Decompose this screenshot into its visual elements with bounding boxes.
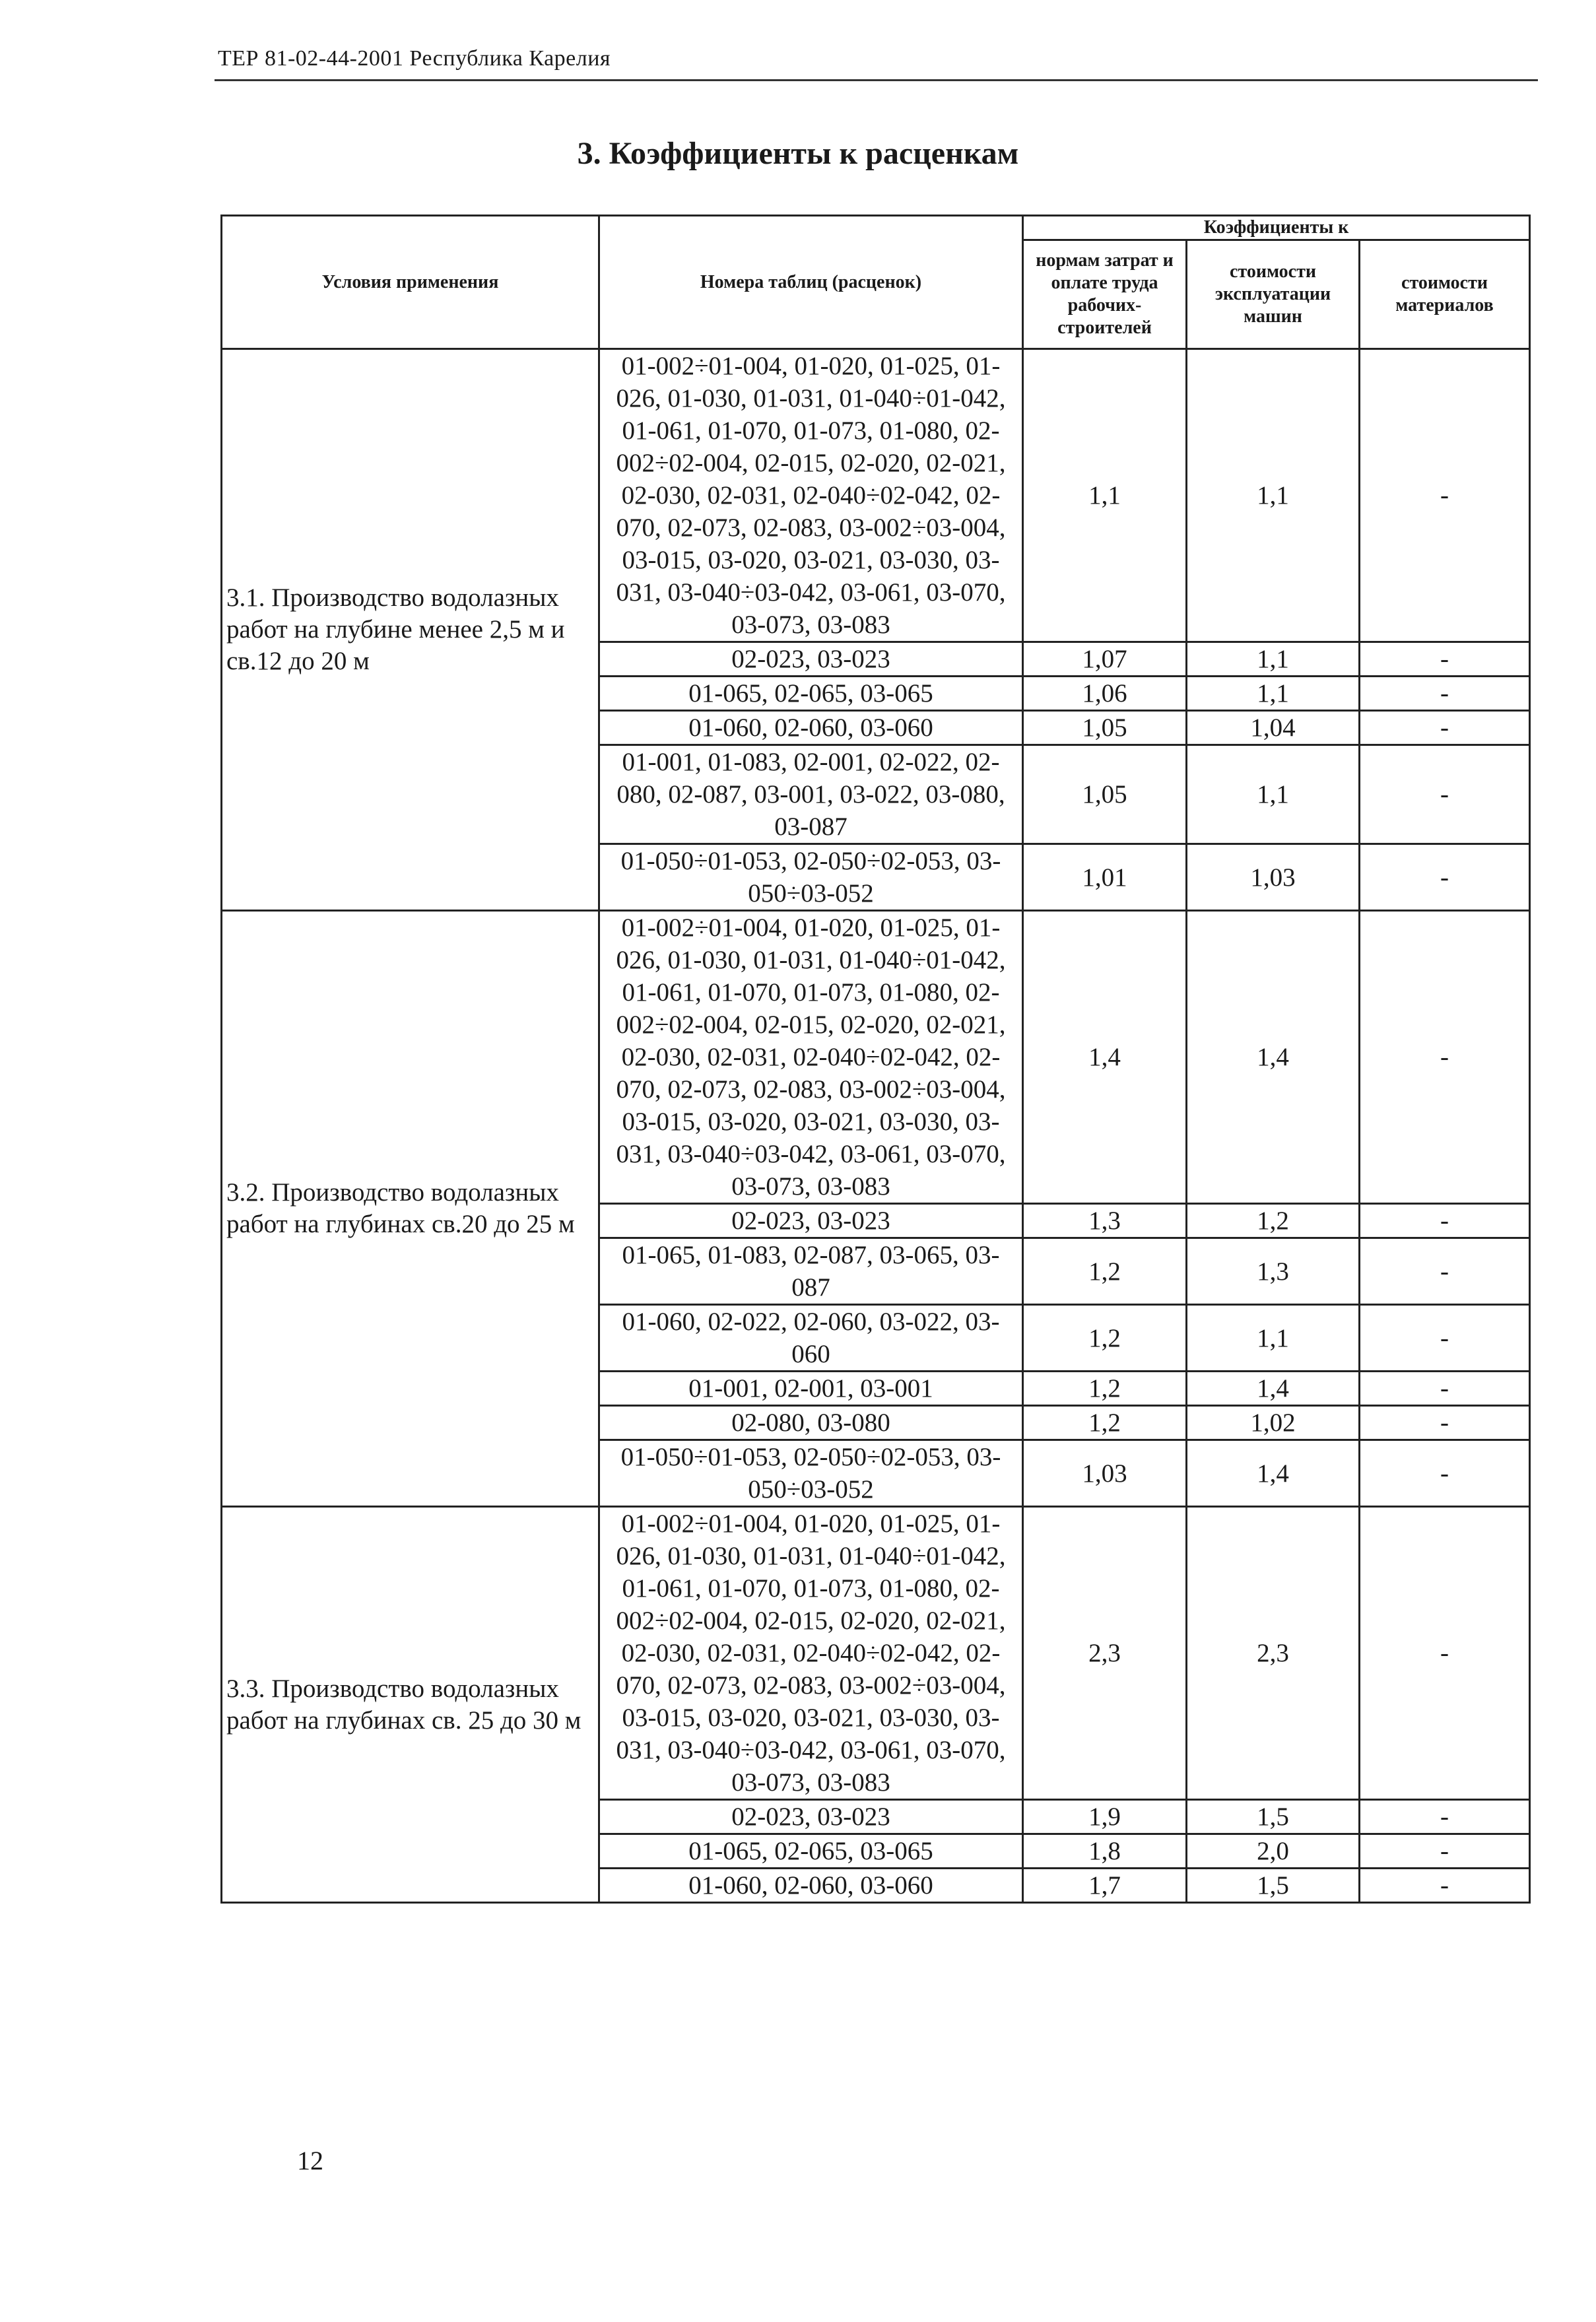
materials-coefficient-cell: - bbox=[1360, 642, 1530, 677]
table-numbers-cell: 01-060, 02-060, 03-060 bbox=[599, 1869, 1023, 1903]
header-labor: нормам затрат и оплате труда рабочих-строителей bbox=[1023, 240, 1187, 349]
table-numbers-cell: 02-080, 03-080 bbox=[599, 1406, 1023, 1440]
machines-coefficient-cell: 1,03 bbox=[1187, 844, 1360, 911]
table-numbers-cell: 01-060, 02-060, 03-060 bbox=[599, 711, 1023, 745]
machines-coefficient-cell: 1,1 bbox=[1187, 677, 1360, 711]
materials-coefficient-cell: - bbox=[1360, 745, 1530, 844]
condition-cell: 3.2. Производство водолазных работ на глубинах св.20 до 25 м bbox=[222, 911, 599, 1507]
labor-coefficient-cell: 1,05 bbox=[1023, 745, 1187, 844]
table-numbers-cell: 01-002÷01-004, 01-020, 01-025, 01-026, 01-030, 01-031, 01-040÷01-042, 01-061, 01-070, 01-073, 01-080, 02-002÷02-004, 02-015, 02-020, 02-021, 02-030, 02-031, 02-040÷02-042, 02-070, 02-073, 02-083, 03-002÷03-004, 03-015, 03-020, 03-021, 03-030, 03-031, 03-040÷03-042, 03-061, 03-070, 03-073, 03-083 bbox=[599, 911, 1023, 1204]
machines-coefficient-cell: 1,4 bbox=[1187, 911, 1360, 1204]
labor-coefficient-cell: 1,03 bbox=[1023, 1440, 1187, 1507]
machines-coefficient-cell: 1,1 bbox=[1187, 1305, 1360, 1372]
materials-coefficient-cell: - bbox=[1360, 711, 1530, 745]
table-numbers-cell: 02-023, 03-023 bbox=[599, 1204, 1023, 1238]
machines-coefficient-cell: 1,1 bbox=[1187, 349, 1360, 642]
labor-coefficient-cell: 1,05 bbox=[1023, 711, 1187, 745]
table-numbers-cell: 01-065, 01-083, 02-087, 03-065, 03-087 bbox=[599, 1238, 1023, 1305]
table-numbers-cell: 01-050÷01-053, 02-050÷02-053, 03-050÷03-052 bbox=[599, 844, 1023, 911]
header-conditions: Условия применения bbox=[222, 216, 599, 349]
labor-coefficient-cell: 1,1 bbox=[1023, 349, 1187, 642]
labor-coefficient-cell: 1,2 bbox=[1023, 1305, 1187, 1372]
labor-coefficient-cell: 1,2 bbox=[1023, 1406, 1187, 1440]
header-table-numbers: Номера таблиц (расценок) bbox=[599, 216, 1023, 349]
header-materials: стоимости материалов bbox=[1360, 240, 1530, 349]
table-numbers-cell: 02-023, 03-023 bbox=[599, 642, 1023, 677]
table-row bbox=[222, 349, 1530, 642]
labor-coefficient-cell: 1,2 bbox=[1023, 1372, 1187, 1406]
labor-coefficient-cell: 1,4 bbox=[1023, 911, 1187, 1204]
machines-coefficient-cell: 1,4 bbox=[1187, 1372, 1360, 1406]
coefficients-table bbox=[220, 215, 1531, 1904]
table-body bbox=[222, 349, 1530, 1903]
machines-coefficient-cell: 1,2 bbox=[1187, 1204, 1360, 1238]
materials-coefficient-cell: - bbox=[1360, 1507, 1530, 1800]
machines-coefficient-cell: 1,3 bbox=[1187, 1238, 1360, 1305]
materials-coefficient-cell: - bbox=[1360, 911, 1530, 1204]
materials-coefficient-cell: - bbox=[1360, 1406, 1530, 1440]
labor-coefficient-cell: 1,01 bbox=[1023, 844, 1187, 911]
materials-coefficient-cell: - bbox=[1360, 1440, 1530, 1507]
labor-coefficient-cell: 1,06 bbox=[1023, 677, 1187, 711]
materials-coefficient-cell: - bbox=[1360, 1800, 1530, 1834]
machines-coefficient-cell: 1,04 bbox=[1187, 711, 1360, 745]
materials-coefficient-cell: - bbox=[1360, 844, 1530, 911]
materials-coefficient-cell: - bbox=[1360, 1372, 1530, 1406]
materials-coefficient-cell: - bbox=[1360, 349, 1530, 642]
materials-coefficient-cell: - bbox=[1360, 1305, 1530, 1372]
materials-coefficient-cell: - bbox=[1360, 1238, 1530, 1305]
labor-coefficient-cell: 2,3 bbox=[1023, 1507, 1187, 1800]
materials-coefficient-cell: - bbox=[1360, 677, 1530, 711]
table-numbers-cell: 01-001, 02-001, 03-001 bbox=[599, 1372, 1023, 1406]
table-row bbox=[222, 911, 1530, 1204]
labor-coefficient-cell: 1,9 bbox=[1023, 1800, 1187, 1834]
materials-coefficient-cell: - bbox=[1360, 1834, 1530, 1869]
table-numbers-cell: 01-060, 02-022, 02-060, 03-022, 03-060 bbox=[599, 1305, 1023, 1372]
table-numbers-cell: 01-001, 01-083, 02-001, 02-022, 02-080, 02-087, 03-001, 03-022, 03-080, 03-087 bbox=[599, 745, 1023, 844]
table-numbers-cell: 01-050÷01-053, 02-050÷02-053, 03-050÷03-052 bbox=[599, 1440, 1023, 1507]
machines-coefficient-cell: 2,0 bbox=[1187, 1834, 1360, 1869]
table-numbers-cell: 02-023, 03-023 bbox=[599, 1800, 1023, 1834]
document-header: ТЕР 81-02-44-2001 Республика Карелия bbox=[218, 46, 611, 71]
table-numbers-cell: 01-065, 02-065, 03-065 bbox=[599, 1834, 1023, 1869]
labor-coefficient-cell: 1,2 bbox=[1023, 1238, 1187, 1305]
condition-cell: 3.1. Производство водолазных работ на глубине менее 2,5 м и св.12 до 20 м bbox=[222, 349, 599, 911]
machines-coefficient-cell: 1,02 bbox=[1187, 1406, 1360, 1440]
machines-coefficient-cell: 1,1 bbox=[1187, 745, 1360, 844]
table-row bbox=[222, 1507, 1530, 1800]
header-machines: стоимости эксплуатации машин bbox=[1187, 240, 1360, 349]
condition-cell: 3.3. Производство водолазных работ на глубинах св. 25 до 30 м bbox=[222, 1507, 599, 1903]
page-title: 3. Коэффициенты к расценкам bbox=[577, 136, 1019, 171]
header-coefficients-group: Коэффициенты к bbox=[1023, 216, 1530, 240]
table-numbers-cell: 01-065, 02-065, 03-065 bbox=[599, 677, 1023, 711]
labor-coefficient-cell: 1,07 bbox=[1023, 642, 1187, 677]
machines-coefficient-cell: 1,5 bbox=[1187, 1800, 1360, 1834]
machines-coefficient-cell: 1,5 bbox=[1187, 1869, 1360, 1903]
machines-coefficient-cell: 2,3 bbox=[1187, 1507, 1360, 1800]
labor-coefficient-cell: 1,3 bbox=[1023, 1204, 1187, 1238]
table-numbers-cell: 01-002÷01-004, 01-020, 01-025, 01-026, 01-030, 01-031, 01-040÷01-042, 01-061, 01-070, 01-073, 01-080, 02-002÷02-004, 02-015, 02-020, 02-021, 02-030, 02-031, 02-040÷02-042, 02-070, 02-073, 02-083, 03-002÷03-004, 03-015, 03-020, 03-021, 03-030, 03-031, 03-040÷03-042, 03-061, 03-070, 03-073, 03-083 bbox=[599, 1507, 1023, 1800]
machines-coefficient-cell: 1,1 bbox=[1187, 642, 1360, 677]
header-rule bbox=[215, 79, 1538, 81]
labor-coefficient-cell: 1,8 bbox=[1023, 1834, 1187, 1869]
labor-coefficient-cell: 1,7 bbox=[1023, 1869, 1187, 1903]
table-numbers-cell: 01-002÷01-004, 01-020, 01-025, 01-026, 01-030, 01-031, 01-040÷01-042, 01-061, 01-070, 01-073, 01-080, 02-002÷02-004, 02-015, 02-020, 02-021, 02-030, 02-031, 02-040÷02-042, 02-070, 02-073, 02-083, 03-002÷03-004, 03-015, 03-020, 03-021, 03-030, 03-031, 03-040÷03-042, 03-061, 03-070, 03-073, 03-083 bbox=[599, 349, 1023, 642]
materials-coefficient-cell: - bbox=[1360, 1204, 1530, 1238]
materials-coefficient-cell: - bbox=[1360, 1869, 1530, 1903]
machines-coefficient-cell: 1,4 bbox=[1187, 1440, 1360, 1507]
page-number: 12 bbox=[297, 2146, 323, 2175]
